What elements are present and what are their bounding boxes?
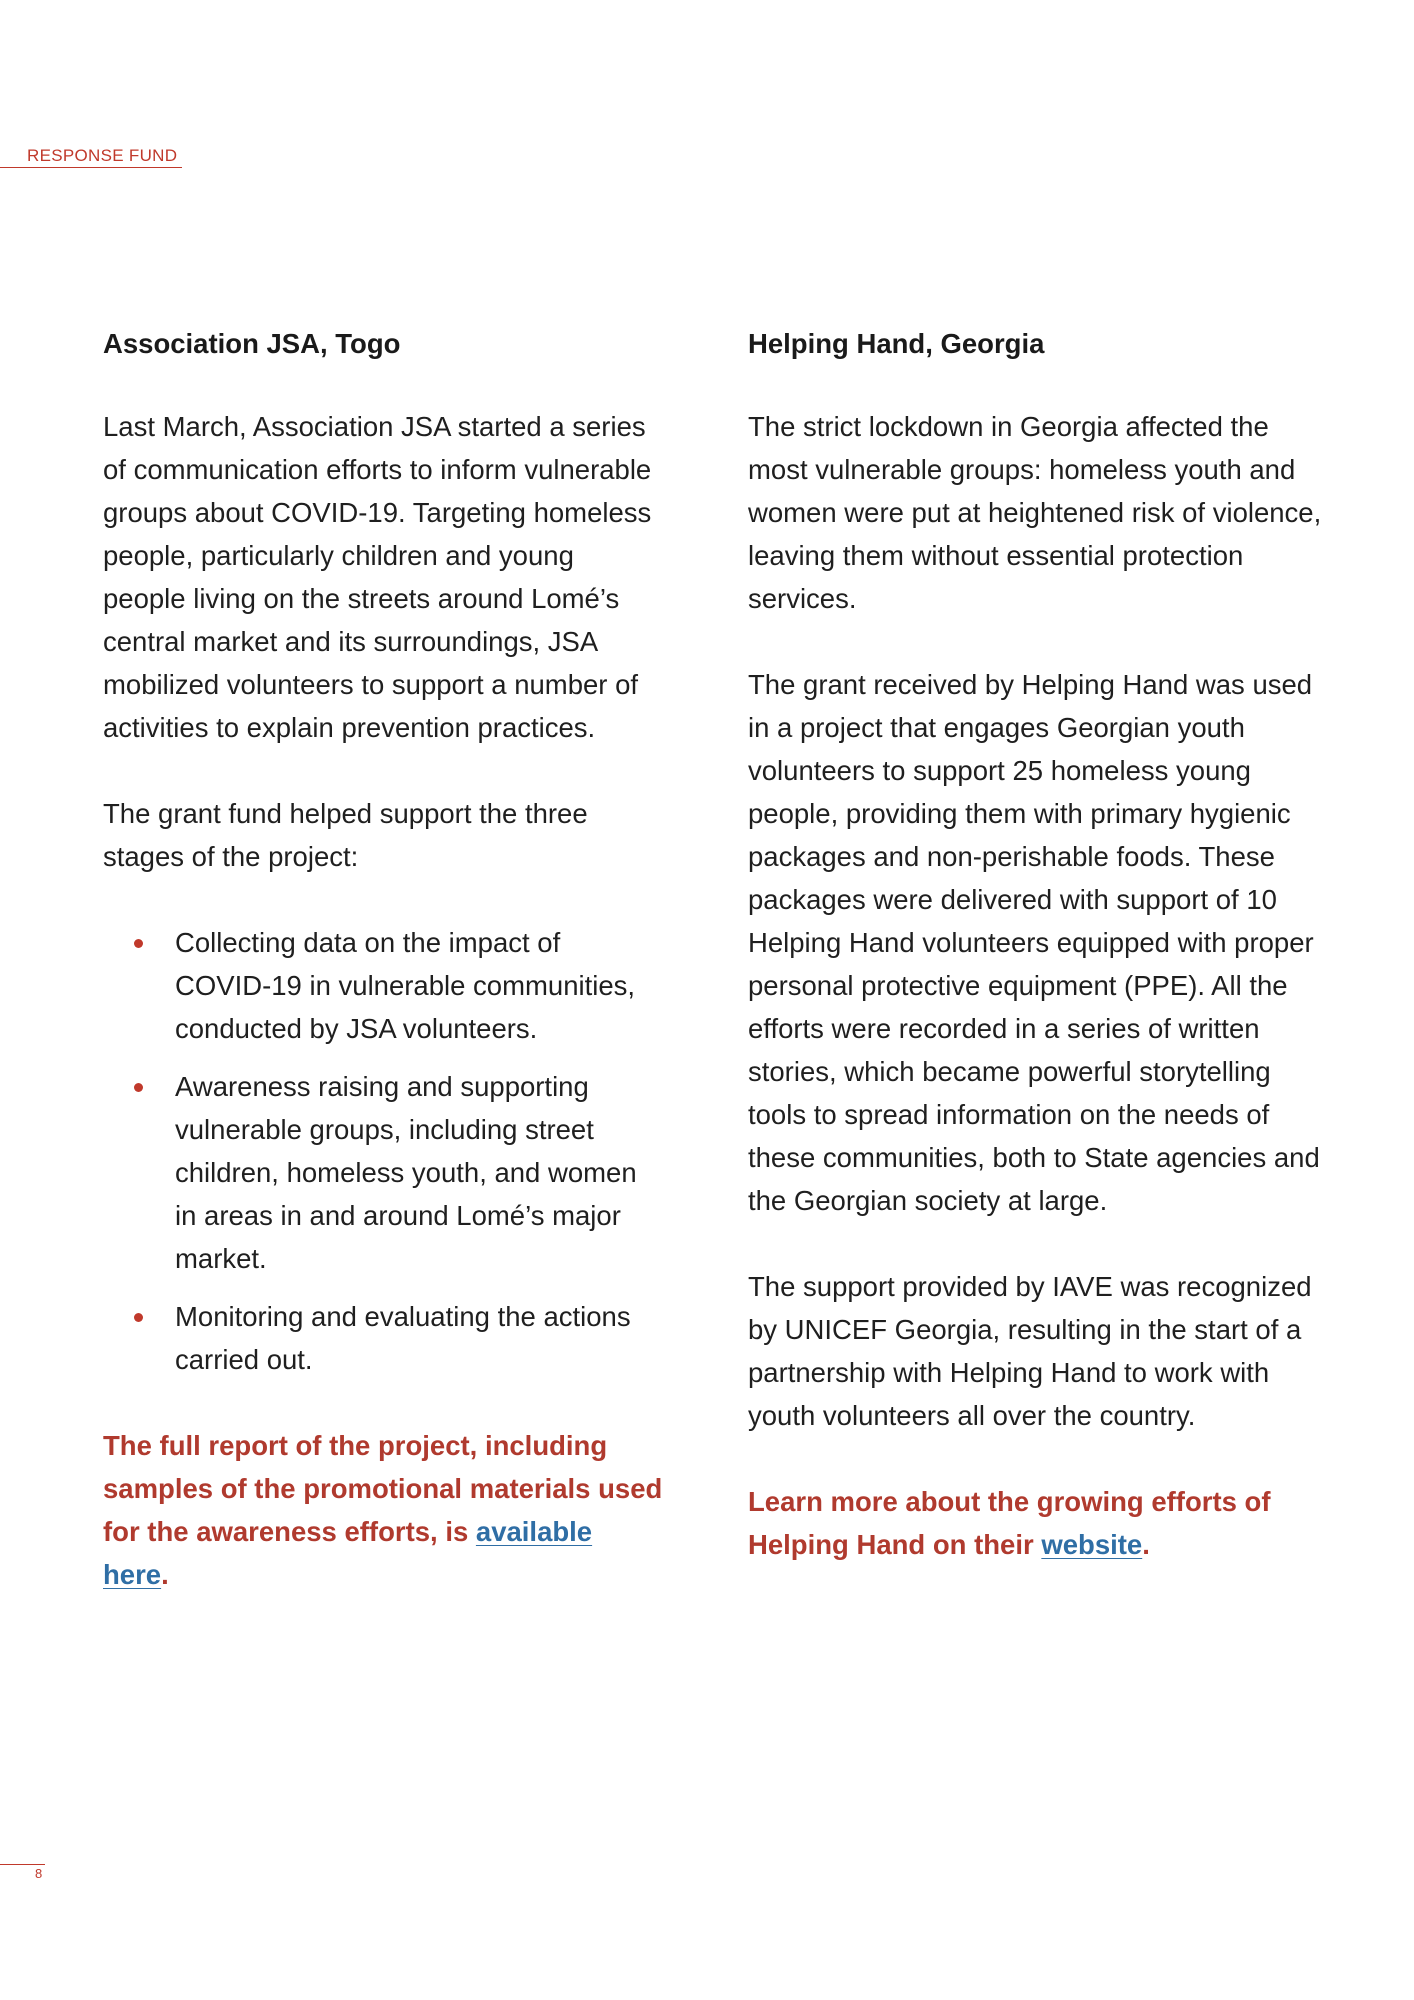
helping-hand-callout <box>748 1480 1328 1566</box>
helping-hand-title: Helping Hand, Georgia <box>748 328 1045 359</box>
callout-period: . <box>1142 1529 1150 1560</box>
bullet-icon <box>134 1083 143 1092</box>
callout-text: Learn more about the growing efforts of Helping Hand on their <box>748 1486 1271 1560</box>
page-number: 8 <box>35 1866 43 1881</box>
unicef-partnership-paragraph: The support provided by IAVE was recognized by UNICEF Georgia, resulting in the start of a partnership with Helping Hand to work with youth volunteers all over the country. <box>748 1271 1312 1431</box>
left-column <box>103 326 663 1596</box>
callout-period: . <box>161 1559 169 1590</box>
list-item <box>103 1295 663 1381</box>
grant-project-paragraph: The grant received by Helping Hand was used in a project that engages Georgian youth volunteers to support 25 homeless young people, providing them with primary hygienic packages and non-perishable foods. These packages were delivered with support of 10 Helping Hand volunteers equipped with proper personal protective equipment (PPE). All the efforts were recorded in a series of written stories, which became powerful storytelling tools to spread information on the needs of these communities, both to State agencies and the Georgian society at large. <box>748 669 1320 1216</box>
page-number-rule <box>0 1864 45 1865</box>
jsa-report-callout <box>103 1424 663 1596</box>
list-item-text: Awareness raising and supporting vulnerable groups, including street children, homeless youth, and women in areas in and around Lomé’s major market. <box>175 1071 637 1274</box>
georgia-lockdown-paragraph: The strict lockdown in Georgia affected the most vulnerable groups: homeless youth and women were put at heightened risk of violence, leaving them without essential protection services. <box>748 411 1322 614</box>
section-label-underline <box>0 167 182 168</box>
callout-text: The full report of the project, including samples of the promotional materials used for the awareness efforts, is <box>103 1430 663 1547</box>
jsa-intro-paragraph: Last March, Association JSA started a series of communication efforts to inform vulnerable groups about COVID-19. Targeting homeless people, particularly children and young people living on the streets around Lomé’s central market and its surroundings, JSA mobilized volunteers to support a number of activities to explain prevention practices. <box>103 411 652 743</box>
right-column <box>748 326 1328 1566</box>
jsa-stages-intro: The grant fund helped support the three stages of the project: <box>103 798 588 872</box>
list-item <box>103 1065 663 1280</box>
jsa-stages-list <box>103 921 663 1381</box>
list-item <box>103 921 663 1050</box>
list-item-text: Monitoring and evaluating the actions carried out. <box>175 1301 631 1375</box>
available-here-link[interactable]: available here <box>103 1516 593 1590</box>
bullet-icon <box>134 939 143 948</box>
jsa-togo-title: Association JSA, Togo <box>103 328 401 359</box>
bullet-icon <box>134 1313 143 1322</box>
website-link[interactable]: website <box>1041 1529 1143 1560</box>
list-item-text: Collecting data on the impact of COVID-19 in vulnerable communities, conducted by JSA volunteers. <box>175 927 636 1044</box>
section-label: RESPONSE FUND <box>27 146 178 165</box>
